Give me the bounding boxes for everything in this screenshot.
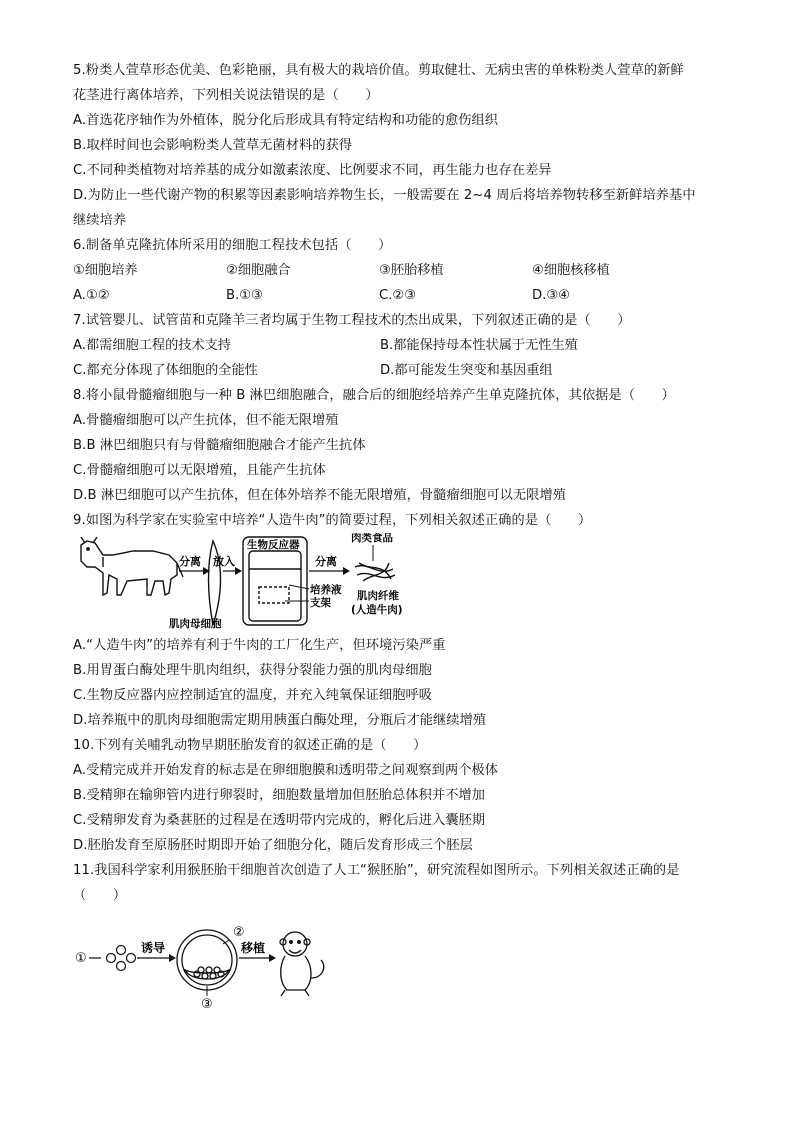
cow-illustration <box>81 537 183 595</box>
q7-options-row2 <box>73 358 723 383</box>
q5-stem-line1: 5.粉类人萱草形态优美、色彩艳丽，具有极大的栽培价值。剪取健壮、无病虫害的单株粉类人萱草的新鲜 <box>73 63 684 78</box>
q10-option-a[interactable]: A.受精完成并开始发育的标志是在卵细胞膜和透明带之间观察到两个极体 <box>73 763 499 778</box>
q9-stem: 9.如图为科学家在实验室中培养“人造牛肉”的简要过程，下列相关叙述正确的是（ ） <box>73 513 592 528</box>
q7-stem: 7.试管婴儿、试管苗和克隆羊三者均属于生物工程技术的杰出成果，下列叙述正确的是（ ） <box>73 313 631 328</box>
label-meat-food: 肉类食品 <box>351 533 393 544</box>
q6-item-4: ④细胞核移植 <box>532 263 610 278</box>
q9-diagram <box>73 533 493 633</box>
muscle-fiber-illustration <box>355 563 395 581</box>
question-8 <box>73 383 723 508</box>
q11-stem-line2: （ ） <box>73 888 127 903</box>
q8-stem: 8.将小鼠骨髓瘤细胞与一种 B 淋巴细胞融合，融合后的细胞经培养产生单克隆抗体，其依据是（ ） <box>73 388 675 403</box>
muscle-mother-cell-shape <box>209 541 221 625</box>
q11-diagram <box>73 908 373 1023</box>
q6-options <box>73 283 723 308</box>
q9-option-a[interactable]: A.“人造牛肉”的培养有利于牛肉的工厂化生产，但环境污染严重 <box>73 638 446 653</box>
label-transplant: 移植 <box>241 941 266 955</box>
q7-option-c[interactable]: C.都充分体现了体细胞的全能性 <box>73 363 258 378</box>
q10-stem: 10.下列有关哺乳动物早期胚胎发育的叙述正确的是（ ） <box>73 738 427 753</box>
question-5 <box>73 58 723 233</box>
q5-stem-line2: 花茎进行离体培养，下列相关说法错误的是（ ） <box>73 88 379 103</box>
q10-option-b[interactable]: B.受精卵在输卵管内进行卵裂时，细胞数量增加但胚胎总体积并不增加 <box>73 788 486 803</box>
question-9 <box>73 508 723 733</box>
q11-stem-line1: 11.我国科学家利用猴胚胎干细胞首次创造了人工“猴胚胎”，研究流程如图所示。下列相关叙述正确的是 <box>73 863 680 878</box>
q5-option-c[interactable]: C.不同种类植物对培养基的成分如激素浓度、比例要求不同，再生能力也存在差异 <box>73 163 552 178</box>
q6-item-2: ②细胞融合 <box>226 263 291 278</box>
q5-option-d-line1[interactable]: D.为防止一些代谢产物的积累等因素影响培养物生长，一般需要在 2~4 周后将培养物转移至新鲜培养基中 <box>73 188 696 203</box>
arrowhead-induce <box>169 954 176 962</box>
q5-option-b[interactable]: B.取样时间也会影响粉类人萱草无菌材料的获得 <box>73 138 353 153</box>
blastocyst-illustration <box>177 930 237 990</box>
monkey-illustration <box>280 932 324 996</box>
q7-options-row1 <box>73 333 723 358</box>
q6-items <box>73 258 723 283</box>
q11-figure <box>73 908 723 1023</box>
question-10 <box>73 733 723 858</box>
q6-option-d[interactable]: D.③④ <box>532 288 570 303</box>
q8-option-b[interactable]: B.B 淋巴细胞只有与骨髓瘤细胞融合才能产生抗体 <box>73 438 366 453</box>
label-induce: 诱导 <box>141 941 166 955</box>
q5-option-a[interactable]: A.首选花序轴作为外植体，脱分化后形成具有特定结构和功能的愈伤组织 <box>73 113 499 128</box>
arrowhead-3 <box>343 567 350 575</box>
label-1: ① <box>75 951 87 966</box>
label-muscle-mother-cell: 肌肉母细胞 <box>169 618 222 630</box>
q8-option-d[interactable]: D.B 淋巴细胞可以产生抗体，但在体外培养不能无限增殖，骨髓瘤细胞可以无限增殖 <box>73 488 567 503</box>
q7-option-b[interactable]: B.都能保持母本性状属于无性生殖 <box>380 338 578 353</box>
q8-option-a[interactable]: A.骨髓瘤细胞可以产生抗体，但不能无限增殖 <box>73 413 339 428</box>
label-separate-1: 分离 <box>179 555 201 568</box>
exam-page <box>73 58 723 1023</box>
label-artificial-beef: (人造牛肉) <box>351 604 403 616</box>
q5-option-d-line2: 继续培养 <box>73 213 127 228</box>
q6-option-a[interactable]: A.①② <box>73 288 110 303</box>
question-11 <box>73 858 723 1023</box>
q6-option-c[interactable]: C.②③ <box>379 288 417 303</box>
q9-option-b[interactable]: B.用胃蛋白酶处理牛肌肉组织，获得分裂能力强的肌肉母细胞 <box>73 663 432 678</box>
q6-item-1: ①细胞培养 <box>73 263 138 278</box>
arrowhead-transplant <box>269 954 276 962</box>
q9-figure <box>73 533 723 633</box>
q10-option-d[interactable]: D.胚胎发育至原肠胚时期即开始了细胞分化，随后发育形成三个胚层 <box>73 838 473 853</box>
label-support: 支架 <box>310 597 331 609</box>
label-2: ② <box>233 925 245 940</box>
q7-option-d[interactable]: D.都可能发生突变和基因重组 <box>380 363 553 378</box>
q8-option-c[interactable]: C.骨髓瘤细胞可以无限增殖，且能产生抗体 <box>73 463 326 478</box>
label-reactor: 生物反应器 <box>247 539 300 551</box>
q10-option-c[interactable]: C.受精卵发育为桑葚胚的过程是在透明带内完成的，孵化后进入囊胚期 <box>73 813 486 828</box>
question-6 <box>73 233 723 308</box>
label-fiber: 肌肉纤维 <box>357 590 399 602</box>
q6-item-3: ③胚胎移植 <box>379 263 444 278</box>
label-put-in: 放入 <box>213 555 235 568</box>
label-3: ③ <box>201 997 213 1012</box>
q9-option-c[interactable]: C.生物反应器内应控制适宜的温度，并充入纯氧保证细胞呼吸 <box>73 688 433 703</box>
pointer-medium <box>289 585 309 589</box>
label-separate-2: 分离 <box>315 555 337 568</box>
label-medium: 培养液 <box>310 584 342 596</box>
arrowhead-2 <box>235 567 242 575</box>
q9-option-d[interactable]: D.培养瓶中的肌肉母细胞需定期用胰蛋白酶处理，分瓶后才能继续增殖 <box>73 713 487 728</box>
stem-cell-cluster <box>107 946 136 971</box>
q7-option-a[interactable]: A.都需细胞工程的技术支持 <box>73 338 232 353</box>
q6-option-b[interactable]: B.①③ <box>226 288 263 303</box>
q6-stem: 6.制备单克隆抗体所采用的细胞工程技术包括（ ） <box>73 238 392 253</box>
question-7 <box>73 308 723 383</box>
